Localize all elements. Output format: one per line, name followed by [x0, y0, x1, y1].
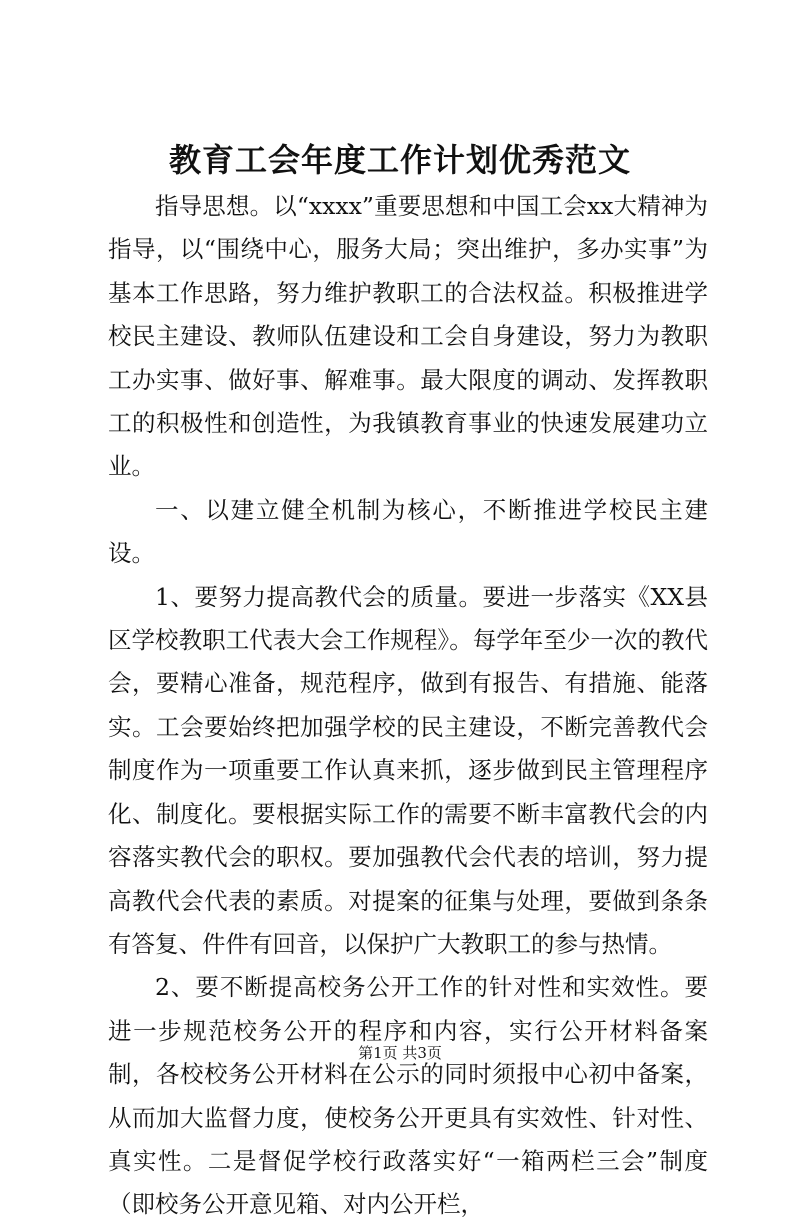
- document-title: 教育工会年度工作计划优秀范文: [168, 141, 631, 179]
- paragraph-section-heading: 一、以建立健全机制为核心，不断推进学校民主建设。: [108, 495, 708, 568]
- paragraph-guiding-thought: 指导思想。以“xxxx”重要思想和中国工会xx大精神为指导，以“围绕中心，服务大局；突出维护，多办实事”为基本工作思路，努力维护教职工的合法权益。积极推进学校民主建设、教师队伍建设和工会自身建设，努力为教职工办实事、做好事、解难事。最大限度的调动、发挥教职工的积极性和创造性，为我镇教育事业的快速发展建功立业。: [108, 192, 708, 481]
- paragraph-item-2: 2、要不断提高校务公开工作的针对性和实效性。要进一步规范校务公开的程序和内容，实行公开材料备案制，各校校务公开材料在公示的同时须报中心初中备案，从而加大监督力度，使校务公开更具有实效性、针对性、真实性。二是督促学校行政落实好“一箱两栏三会”制度（即校务公开意见箱、对内公开栏，: [108, 973, 708, 1219]
- page-number-footer: 第1页 共3页: [358, 1044, 442, 1062]
- paragraph-item-1: 1、要努力提高教代会的质量。要进一步落实《XX县区学校教职工代表大会工作规程》。每学年至少一次的教代会，要精心准备，规范程序，做到有报告、有措施、能落实。工会要始终把加强学校的民主建设，不断完善教代会制度作为一项重要工作认真来抓，逐步做到民主管理程序化、制度化。要根据实际工作的需要不断丰富教代会的内容落实教代会的职权。要加强教代会代表的培训，努力提高教代会代表的素质。对提案的征集与处理，要做到条条有答复、件件有回音，以保护广大教职工的参与热情。: [108, 582, 708, 958]
- document-body: [108, 185, 708, 1227]
